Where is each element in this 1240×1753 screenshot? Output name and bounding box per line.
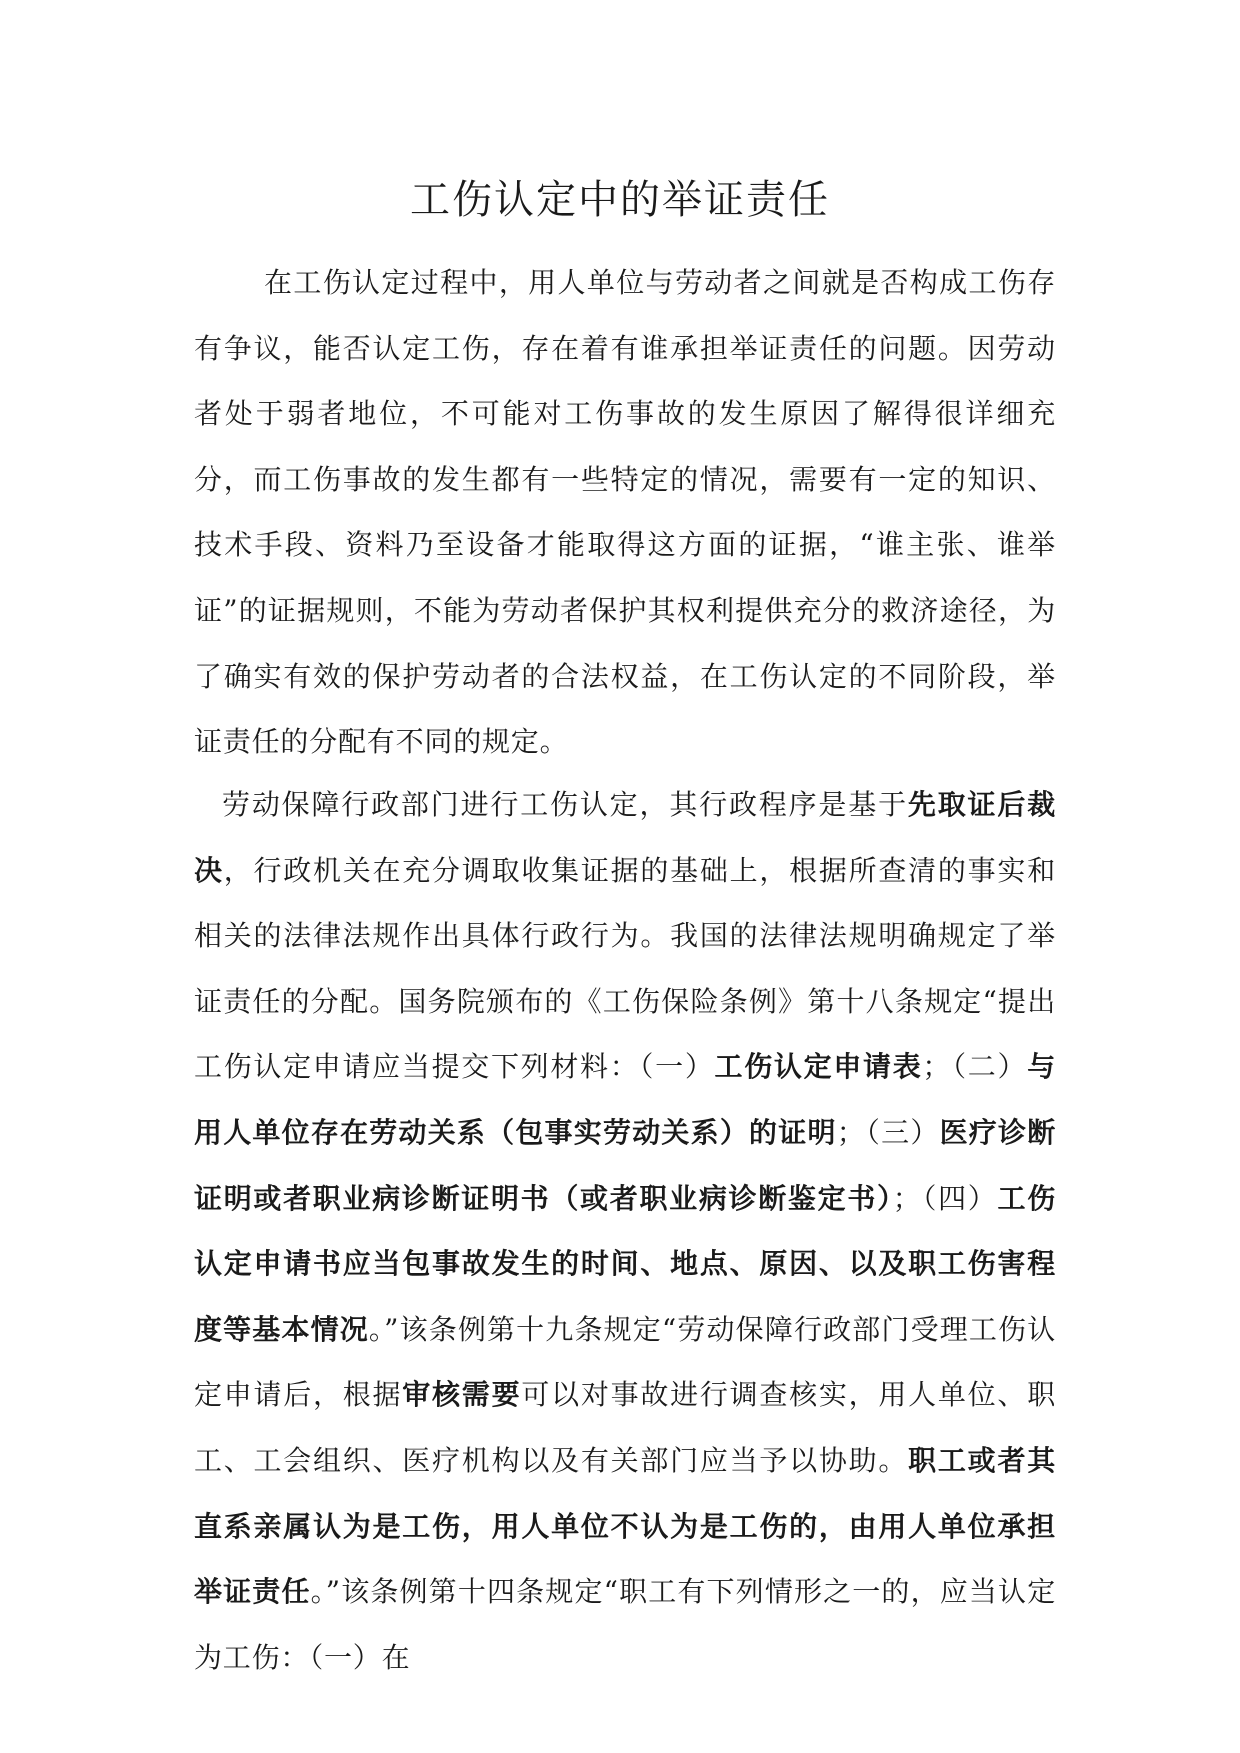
- bold-text-run: 先取证后裁决: [194, 788, 1056, 887]
- text-run: 。”该条例第十九条规定“劳动保障行政部门受理工伤认定申请后，根据: [194, 1312, 1056, 1412]
- paragraph-intro: 在工伤认定过程中，用人单位与劳动者之间就是否构成工伤存有争议，能否认定工伤，存在着有谁承担举证责任的问题。因劳动者处于弱者地位，不可能对工伤事故的发生原因了解得很详细充分，而工伤事故的发生都有一些特定的情况，需要有一定的知识、技术手段、资料乃至设备才能取得这方面的证据，“谁主张、谁举证”的证据规则，不能为劳动者保护其权利提供充分的救济途径，为了确实有效的保护劳动者的合法权益，在工伤认定的不同阶段，举证责任的分配有不同的规定。: [194, 266, 1056, 759]
- page-title: 工伤认定中的举证责任: [410, 177, 830, 223]
- text-run: ；（二）: [922, 1050, 1028, 1084]
- text-run: ，行政机关在充分调取收集证据的基础上，根据所查清的事实和相关的法律法规作出具体行政行为。我国的法律法规明确规定了举证责任的分配。国务院颁布的《工伤保险条例》第十八条规定“提出工伤认定申请应当提交下列材料：（一）: [194, 853, 1056, 1084]
- bold-text-run: 医疗诊断证明或者职业病诊断证明书（或者职业病诊断鉴定书）: [194, 1115, 1057, 1215]
- text-run: ；（三）: [836, 1115, 940, 1149]
- bold-text-run: 审核需要: [402, 1378, 522, 1412]
- text-run: 劳动保障行政部门进行工伤认定，其行政程序是基于: [222, 788, 908, 821]
- bold-text-run: 职工或者其直系亲属认为是工伤，用人单位不认为是工伤的，由用人单位承担举证责任: [194, 1443, 1056, 1609]
- paragraph-regulations: [194, 772, 1056, 1690]
- text-run: ；（四）: [892, 1181, 998, 1215]
- text-run: 可以对事故进行调查核实，用人单位、职工、工会组织、医疗机构以及有关部门应当予以协助。: [194, 1378, 1056, 1477]
- bold-text-run: 工伤认定申请表: [714, 1050, 923, 1084]
- bold-text-run: 工伤认定申请书应当包事故发生的时间、地点、原因、以及职工伤害程度等基本情况: [194, 1181, 1057, 1346]
- text-run: 。”该条例第十四条规定“职工有下列情形之一的，应当认定为工伤：（一）在: [194, 1575, 1056, 1674]
- bold-text-run: 与用人单位存在劳动关系（包事实劳动关系）的证明: [194, 1050, 1057, 1149]
